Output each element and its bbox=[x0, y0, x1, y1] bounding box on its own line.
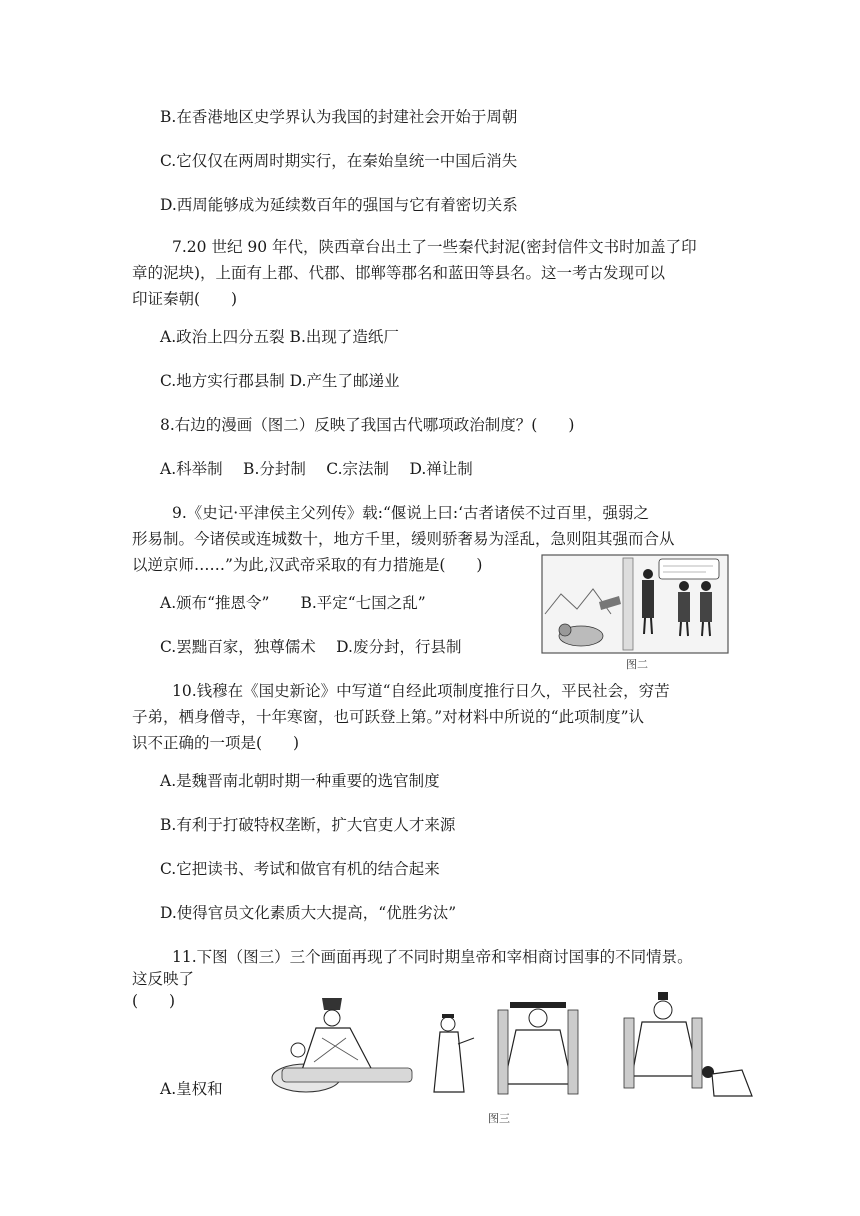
q10-option-c: C.它把读书、考试和做官有机的结合起来 bbox=[160, 860, 440, 878]
q10-option-b: B.有利于打破特权垄断，扩大官吏人才来源 bbox=[160, 816, 456, 834]
q10-option-d: D.使得官员文化素质大大提高，“优胜劣汰” bbox=[160, 904, 457, 922]
q7-options-cd: C.地方实行郡县制 D.产生了邮递业 bbox=[160, 372, 400, 390]
q7-options-ab: A.政治上四分五裂 B.出现了造纸厂 bbox=[160, 328, 399, 346]
q11-option-a: A.皇权和 bbox=[160, 1080, 223, 1098]
q6-option-d: D.西周能够成为延续数百年的强国与它有着密切关系 bbox=[160, 196, 518, 214]
question-11-stem: 11.下图（图三）三个画面再现了不同时期皇帝和宰相商讨国事的不同情景。 这反映了 ( ) bbox=[132, 948, 693, 1010]
figure-3-illustration bbox=[262, 988, 758, 1106]
question-7-stem: 7.20 世纪 90 年代，陕西章台出土了一些秦代封泥(密封信件文书时加盖了印 章的泥块)，上面有上郡、代郡、邯郸等郡名和蓝田等县名。这一考古发现可以 印证秦朝( ) bbox=[132, 238, 697, 308]
q6-option-b: B.在香港地区史学界认为我国的封建社会开始于周朝 bbox=[160, 108, 518, 126]
q9-options-cd: C.罢黜百家，独尊儒术 D.废分封，行县制 bbox=[160, 638, 462, 656]
question-8-stem: 8.右边的漫画（图二）反映了我国古代哪项政治制度？( ) bbox=[160, 416, 575, 434]
q8-options: A.科举制 B.分封制 C.宗法制 D.禅让制 bbox=[160, 460, 473, 478]
question-10-stem: 10.钱穆在《国史新论》中写道“自经此项制度推行日久，平民社会，穷苦 子弟，栖身僧寺，十年寒窗，也可跃登上第。”对材料中所说的“此项制度”认 识不正确的一项是( ) bbox=[132, 682, 670, 752]
question-9-stem: 9.《史记·平津侯主父列传》载:“偃说上曰:‘古者诸侯不过百里，强弱之 形易制。今诸侯或连城数十，地方千里，缓则骄奢易为淫乱，急则阻其强而合从 以逆京师……”为此,汉武帝采取的有力措施是( ) bbox=[132, 504, 675, 574]
figure-2-caption: 图二 bbox=[626, 658, 648, 671]
figure-2-cartoon bbox=[541, 554, 729, 654]
figure-3-caption: 图三 bbox=[488, 1112, 510, 1125]
q9-options-ab: A.颁布“推恩令” B.平定“七国之乱” bbox=[160, 594, 426, 612]
q6-option-c: C.它仅仅在两周时期实行，在秦始皇统一中国后消失 bbox=[160, 152, 518, 170]
q10-option-a: A.是魏晋南北朝时期一种重要的选官制度 bbox=[160, 772, 440, 790]
